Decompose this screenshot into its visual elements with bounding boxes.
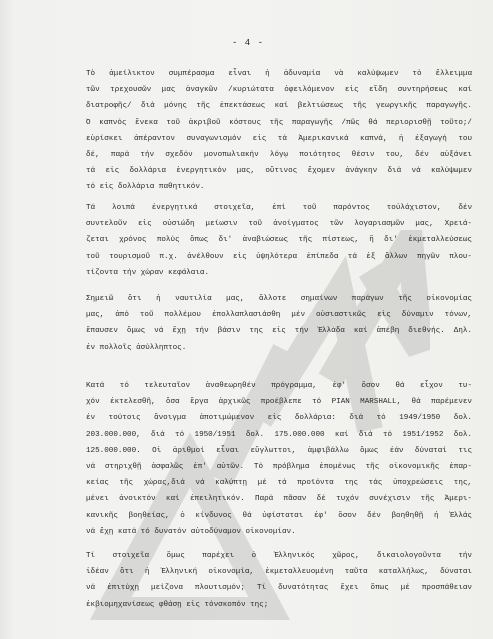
- text-line: Ὁ καπνός ἕνεκα τοῦ ἀκριβοῦ κόστους τῆς παραγωγῆς /πῶς θά περιορισθῇ τοῦτο;/: [86, 118, 472, 127]
- text-line: Τά λοιπά ἐνεργητικά στοιχεῖα, ἐπί τοῦ παρόντος τοὐλάχιστον, δέν: [86, 204, 472, 212]
- page-number: - 4 -: [232, 38, 265, 48]
- text-line: ζεται χρόνος πολύς ὅπως δι' ἀναβιώσεως τῆς πίστεως, ἢ δι' ἐκμεταλλεύσεως: [86, 236, 472, 245]
- text-line: διατροφῆς/ διά μόνης τῆς ἐπεκτάσεως καί βελτιώσεως τῆς γεωργικῆς παραγωγῆς.: [86, 102, 472, 111]
- text-line: Κατά τό τελευταῖον ἀναθεωρηθέν πρόγραμμα, ἐφ' ὅσον θά εἶχον τυ-: [86, 382, 472, 390]
- text-line: τῶν τρεχουσῶν μας ἀναγκῶν /κυριώτατα ὀφειλόμενον εἰς εἴδη συντηρήσεως καί: [86, 86, 472, 95]
- text-line: νά ἔχῃ κατά τό δυνατόν αὐτοδύναμον οἰκονομίαν.: [86, 527, 296, 536]
- text-line: νά ἐπιτύχῃ μείζονα πλουτισμόν; Τί δυνατότητας ἔχει ὅπως μέ προσπάθειαν: [86, 584, 472, 593]
- text-line: 125.000.000. Οἱ ἀριθμοί εἶναι εὔγλωττοι, ἀμφιβάλλω ὅμως ἐάν δύναταί τις: [86, 446, 472, 455]
- text-line: χόν ἐκτελεσθῆ, ὅσα ἔργα ἀρχικῶς προέβλεπε τό PIAN MARSHALL, θά παρέμενεν: [86, 398, 472, 407]
- text-line: μένει ἀνοικτόν καί ἐπειλητικόν. Παρά πᾶσαν δέ τυχόν συνέχισιν τῆς Ἀμερι-: [86, 495, 472, 504]
- text-line: κανικῆς βοηθείας, ὁ κίνδυνος θά ὑφίσταται ἐφ' ὅσον δέν βοηθηθῇ ἡ Ἑλλάς: [86, 511, 472, 520]
- text-line: Σημειῶ ὅτι ἡ ναυτιλία μας, ἄλλοτε σημαίνων παράγων τῆς οἰκονομίας: [86, 295, 472, 303]
- text-line: μας, ἀπό τοῦ πολλέμου ἐπολλαπλασιάσθη μέν οὐσιαστικῶς εἰς δύναμιν τόνων,: [86, 311, 472, 320]
- paragraph-1: [86, 66, 472, 196]
- text-line: ἐν πολλοῖς ἀσύλληπτος.: [86, 343, 187, 352]
- text-line: δέ, παρά τήν σχεδόν μονοπωλιακήν λόγῳ ποιότητος θέσιν του, δέν αὐξάνει: [86, 150, 472, 159]
- text-line: εὑρίσκει ἀπέραντον συναγωνισμόν εἰς τά Ἀμερικανικά καπνά, ἡ ἐξαγωγή του: [86, 134, 472, 143]
- paragraph-2: [86, 200, 472, 281]
- text-line: Τί στοιχεῖα ὅμως παρέχει ὁ Ἑλληνικός χῶρος, δικαιολογοῦντα τήν: [86, 552, 472, 560]
- text-line: Τὸ ἀμείλικτον συμπέρασμα εἶναι ἡ ἀδυναμία νὰ καλύψωμεν τὸ ἔλλειμμα: [86, 70, 472, 78]
- text-line: τά εἰς δολλάρια ἐνεργητικόν μας, οὔτινος ἔχομεν ἀνάγκην διά νά καλύψωμεν: [86, 167, 472, 176]
- paragraph-5: [86, 548, 472, 613]
- paragraph-4: [86, 378, 472, 540]
- paragraph-3: [86, 291, 472, 356]
- text-line: τοῦ τουρισμοῦ π.χ. ἀνέλθουν εἰς ὑψηλότερα ἐπίπεδα τά ἐξ ἄλλων πηγῶν πλου-: [86, 252, 472, 261]
- text-line: 203.000.000, διά τό 1950/1951 δολ. 175.000.000 καί διά τό 1951/1952 δολ.: [86, 430, 472, 439]
- text-line: συντελοῦν εἰς οὐσιώδη μείωσιν τοῦ ἀνοίγματος τῶν λογαριασμῶν μας, Χρειά-: [86, 220, 472, 229]
- text-line: ἐκβιομηχανίσεως φθάσῃ εἰς τόνσκοπόν της;: [86, 600, 269, 609]
- text-line: τό εἰς δολλάρια παθητικόν.: [86, 183, 205, 192]
- text-line: ἐν τούτοις ἄνοιγμα ἀποτιμώμενον εἰς δολλάρια: διά τό 1949/1950 δολ.: [86, 414, 472, 423]
- text-line: ἔπαυσεν ὅμως νά ἔχῃ τήν βάσιν της εἰς τήν Ἑλλάδα καί ἀπέβη διεθνής. Δηλ.: [86, 327, 472, 336]
- text-line: ἰδέαν ὅτι ἡ Ἑλληνική οἰκονομία, ἐκμεταλλευομένη ταῦτα καταλλήλως, δύναται: [86, 568, 472, 577]
- text-line: τίζοντα τήν χώραν κεφάλαια.: [86, 268, 210, 277]
- text-line: κείας τῆς χώρας,διά νά καλύπτῃ μέ τά προϊόντα της τάς ὑποχρεώσεις της,: [86, 479, 472, 488]
- text-line: νά στηριχθῇ ἀσφαλῶς ἐπ' αὐτῶν. Τό πρόβλημα ἑπομένως τῆς οἰκονομικῆς ἐπαρ-: [86, 462, 472, 471]
